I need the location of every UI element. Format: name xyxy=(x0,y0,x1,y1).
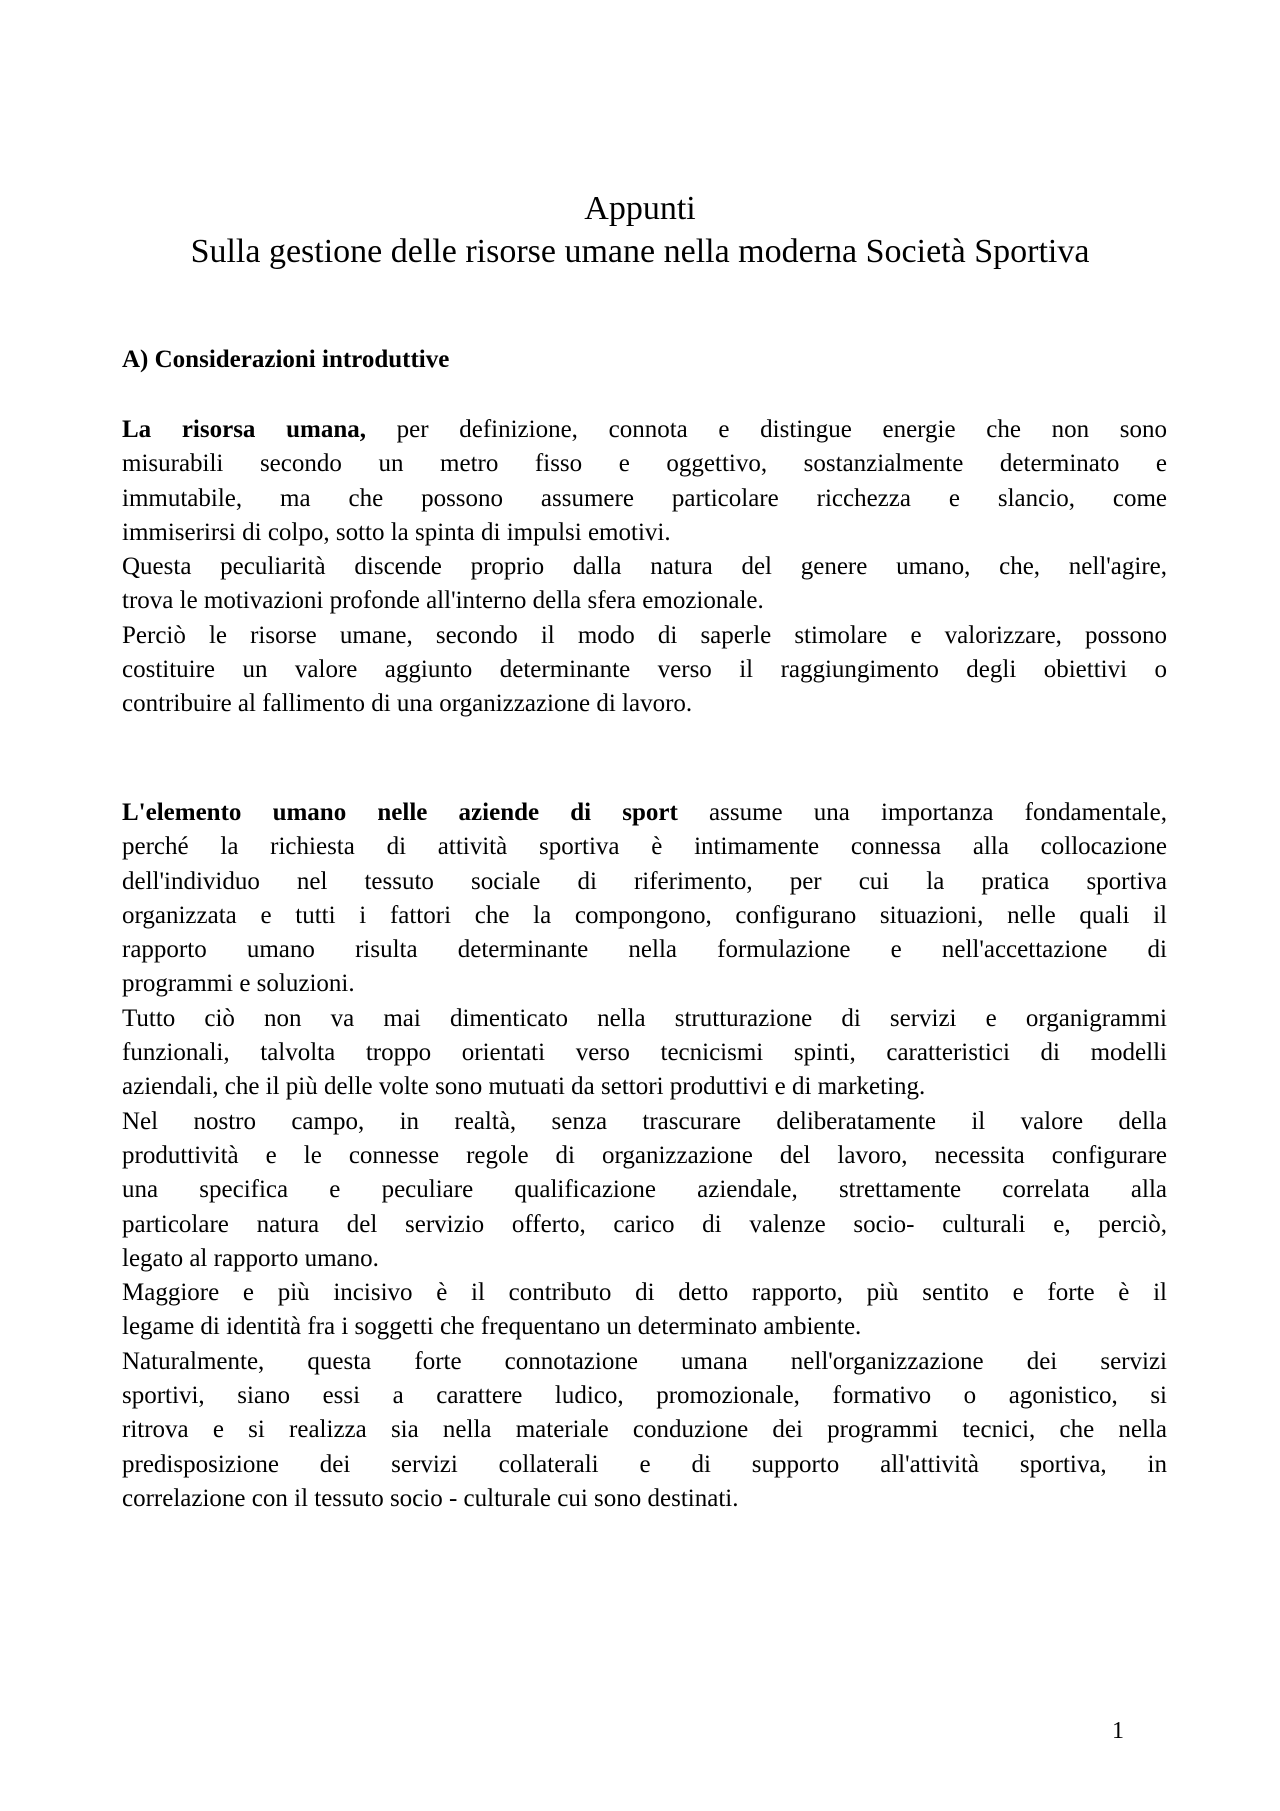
paragraph-line: Questa peculiarità discende proprio dalla natura del genere umano, che, nell'agire, xyxy=(122,553,1167,581)
paragraph-lead-bold: La risorsa umana, xyxy=(122,416,366,443)
paragraph-line: particolare natura del servizio offerto, carico di valenze socio- culturali e, perciò, xyxy=(122,1210,1167,1238)
paragraph-line: L'elemento umano nelle aziende di sport assume una importanza fondamentale, xyxy=(122,799,1167,826)
paragraph-line: una specifica e peculiare qualificazione aziendale, strettamente correlata alla xyxy=(122,1176,1167,1204)
paragraph-line: produttività e le connesse regole di organizzazione del lavoro, necessita configurare xyxy=(122,1141,1167,1169)
paragraph-lead-bold: L'elemento umano nelle aziende di sport xyxy=(122,799,678,826)
page-number: 1 xyxy=(1112,1718,1124,1744)
paragraph-line: immiserirsi di colpo, sotto la spinta di impulsi emotivi. xyxy=(122,518,671,546)
paragraph-line: dell'individuo nel tessuto sociale di riferimento, per cui la pratica sportiva xyxy=(122,867,1167,895)
paragraph-line: programmi e soluzioni. xyxy=(122,970,355,998)
paragraph-line: costituire un valore aggiunto determinante verso il raggiungimento degli obiettivi o xyxy=(122,656,1167,684)
paragraph-line: legame di identità fra i soggetti che frequentano un determinato ambiente. xyxy=(122,1313,862,1341)
paragraph-risorsa-umana xyxy=(122,413,1167,722)
paragraph-line: Tutto ciò non va mai dimenticato nella strutturazione di servizi e organigrammi xyxy=(122,1004,1167,1032)
paragraph-line: trova le motivazioni profonde all'interno della sfera emozionale. xyxy=(122,587,764,615)
paragraph-line: rapporto umano risulta determinante nella formulazione e nell'accettazione di xyxy=(122,936,1167,964)
document-subtitle: Sulla gestione delle risorse umane nella moderna Società Sportiva xyxy=(190,233,1090,270)
paragraph-line: perché la richiesta di attività sportiva è intimamente connessa alla collocazione xyxy=(122,833,1167,861)
paragraph-line: Perciò le risorse umane, secondo il modo di saperle stimolare e valorizzare, possono xyxy=(122,621,1167,649)
paragraph-line: misurabili secondo un metro fisso e oggettivo, sostanzialmente determinato e xyxy=(122,450,1167,478)
paragraph-line: Maggiore e più incisivo è il contributo di detto rapporto, più sentito e forte è il xyxy=(122,1279,1167,1307)
paragraph-line: ritrova e si realizza sia nella materiale conduzione dei programmi tecnici, che nella xyxy=(122,1416,1167,1444)
paragraph-line: predisposizione dei servizi collaterali e di supporto all'attività sportiva, in xyxy=(122,1450,1167,1478)
paragraph-line: immutabile, ma che possono assumere particolare ricchezza e slancio, come xyxy=(122,484,1167,512)
paragraph-line: funzionali, talvolta troppo orientati verso tecnicismi spinti, caratteristici di modelli xyxy=(122,1039,1167,1067)
paragraph-elemento-umano xyxy=(122,796,1167,1516)
paragraph-line: Nel nostro campo, in realtà, senza trascurare deliberatamente il valore della xyxy=(122,1107,1167,1135)
paragraph-line: legato al rapporto umano. xyxy=(122,1244,379,1272)
paragraph-line: contribuire al fallimento di una organizzazione di lavoro. xyxy=(122,690,693,718)
document-title: Appunti xyxy=(584,190,696,227)
section-heading: A) Considerazioni introduttive xyxy=(122,346,450,373)
paragraph-line: correlazione con il tessuto socio - culturale cui sono destinati. xyxy=(122,1484,739,1512)
paragraph-line: Naturalmente, questa forte connotazione umana nell'organizzazione dei servizi xyxy=(122,1347,1167,1375)
paragraph-line: organizzata e tutti i fattori che la compongono, configurano situazioni, nelle quali il xyxy=(122,901,1167,929)
paragraph-line: sportivi, siano essi a carattere ludico, promozionale, formativo o agonistico, si xyxy=(122,1382,1167,1410)
title-block xyxy=(0,187,1280,273)
paragraph-line: La risorsa umana, per definizione, connota e distingue energie che non sono xyxy=(122,416,1167,443)
paragraph-line: aziendali, che il più delle volte sono mutuati da settori produttivi e di marketing. xyxy=(122,1073,926,1101)
